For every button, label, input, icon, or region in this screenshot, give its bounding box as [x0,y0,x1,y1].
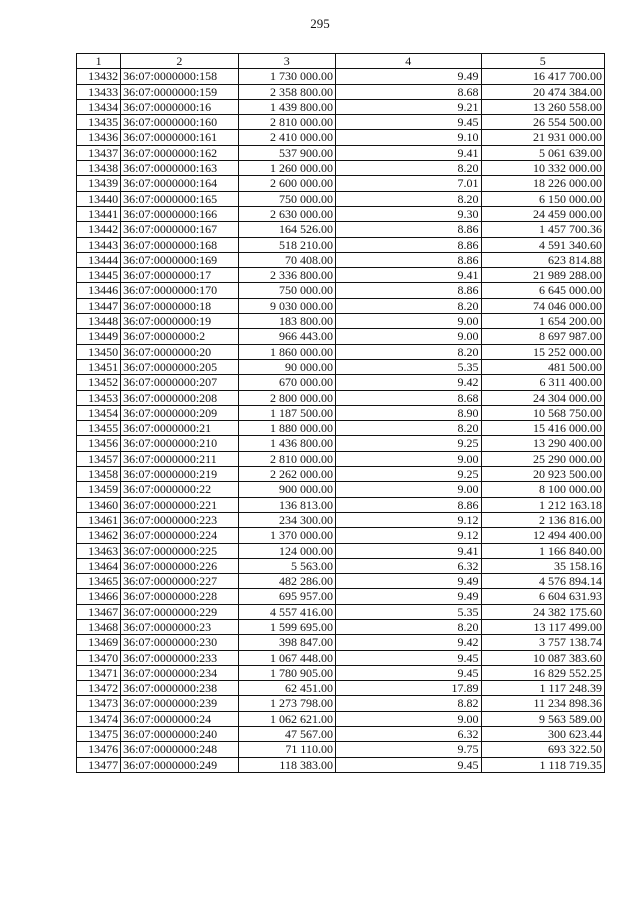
row-number-cell: 13451 [77,359,121,374]
row-number-cell: 13435 [77,115,121,130]
row-number-cell: 13432 [77,69,121,84]
table-row [77,390,605,405]
rate-cell: 9.25 [335,467,481,482]
value-cell: 1 187 500.00 [238,405,335,420]
rate-cell: 8.20 [335,161,481,176]
value-cell: 537 900.00 [238,145,335,160]
rate-cell: 8.90 [335,405,481,420]
value-cell: 183 800.00 [238,314,335,329]
rate-cell: 8.20 [335,619,481,634]
row-number-cell: 13471 [77,665,121,680]
table-row [77,451,605,466]
value-cell: 1 599 695.00 [238,619,335,634]
value-cell: 47 567.00 [238,727,335,742]
table-row [77,237,605,252]
total-cell: 623 814.88 [481,252,605,267]
rate-cell: 9.49 [335,69,481,84]
rate-cell: 9.00 [335,314,481,329]
cadastral-number-cell: 36:07:0000000:234 [121,665,238,680]
table-row [77,482,605,497]
value-cell: 5 563.00 [238,558,335,573]
total-cell: 1 117 248.39 [481,681,605,696]
value-cell: 518 210.00 [238,237,335,252]
total-cell: 8 697 987.00 [481,329,605,344]
total-cell: 13 290 400.00 [481,436,605,451]
cadastral-number-cell: 36:07:0000000:24 [121,711,238,726]
row-number-cell: 13439 [77,176,121,191]
table-row [77,650,605,665]
value-cell: 1 880 000.00 [238,421,335,436]
value-cell: 900 000.00 [238,482,335,497]
rate-cell: 8.20 [335,191,481,206]
value-cell: 2 410 000.00 [238,130,335,145]
table-row [77,344,605,359]
rate-cell: 9.00 [335,482,481,497]
table-row [77,298,605,313]
row-number-cell: 13462 [77,528,121,543]
total-cell: 1 166 840.00 [481,543,605,558]
value-cell: 2 800 000.00 [238,390,335,405]
total-cell: 9 563 589.00 [481,711,605,726]
cadastral-number-cell: 36:07:0000000:20 [121,344,238,359]
value-cell: 750 000.00 [238,191,335,206]
header-row [77,54,605,69]
cadastral-number-cell: 36:07:0000000:168 [121,237,238,252]
row-number-cell: 13455 [77,421,121,436]
cadastral-number-cell: 36:07:0000000:166 [121,206,238,221]
table-row [77,69,605,84]
table-row [77,528,605,543]
rate-cell: 9.42 [335,635,481,650]
value-cell: 1 370 000.00 [238,528,335,543]
total-cell: 24 382 175.60 [481,604,605,619]
total-cell: 1 457 700.36 [481,222,605,237]
cadastral-number-cell: 36:07:0000000:169 [121,252,238,267]
row-number-cell: 13444 [77,252,121,267]
row-number-cell: 13445 [77,268,121,283]
value-cell: 2 358 800.00 [238,84,335,99]
table-row [77,604,605,619]
row-number-cell: 13437 [77,145,121,160]
total-cell: 15 252 000.00 [481,344,605,359]
value-cell: 1 067 448.00 [238,650,335,665]
value-cell: 2 810 000.00 [238,451,335,466]
rate-cell: 9.45 [335,115,481,130]
table-row [77,436,605,451]
total-cell: 8 100 000.00 [481,482,605,497]
cadastral-number-cell: 36:07:0000000:161 [121,130,238,145]
value-cell: 164 526.00 [238,222,335,237]
cadastral-number-cell: 36:07:0000000:170 [121,283,238,298]
total-cell: 11 234 898.36 [481,696,605,711]
column-header-5: 5 [481,54,605,69]
rate-cell: 5.35 [335,359,481,374]
cadastral-number-cell: 36:07:0000000:238 [121,681,238,696]
cadastral-number-cell: 36:07:0000000:239 [121,696,238,711]
total-cell: 4 591 340.60 [481,237,605,252]
page-number: 295 [310,16,330,31]
total-cell: 6 311 400.00 [481,375,605,390]
rate-cell: 8.86 [335,497,481,512]
cadastral-number-cell: 36:07:0000000:230 [121,635,238,650]
total-cell: 13 260 558.00 [481,99,605,114]
row-number-cell: 13467 [77,604,121,619]
table-row [77,619,605,634]
table-row [77,84,605,99]
table-row [77,359,605,374]
cadastral-number-cell: 36:07:0000000:223 [121,512,238,527]
row-number-cell: 13460 [77,497,121,512]
row-number-cell: 13434 [77,99,121,114]
row-number-cell: 13465 [77,574,121,589]
total-cell: 16 417 700.00 [481,69,605,84]
rate-cell: 9.10 [335,130,481,145]
rate-cell: 9.12 [335,512,481,527]
rate-cell: 8.86 [335,252,481,267]
table-row [77,543,605,558]
cadastral-number-cell: 36:07:0000000:167 [121,222,238,237]
table-row [77,99,605,114]
total-cell: 18 226 000.00 [481,176,605,191]
column-header-2: 2 [121,54,238,69]
total-cell: 2 136 816.00 [481,512,605,527]
row-number-cell: 13448 [77,314,121,329]
rate-cell: 8.20 [335,344,481,359]
cadastral-number-cell: 36:07:0000000:211 [121,451,238,466]
row-number-cell: 13464 [77,558,121,573]
total-cell: 10 332 000.00 [481,161,605,176]
cadastral-number-cell: 36:07:0000000:219 [121,467,238,482]
table-row [77,115,605,130]
row-number-cell: 13452 [77,375,121,390]
total-cell: 13 117 499.00 [481,619,605,634]
rate-cell: 9.45 [335,665,481,680]
cadastral-number-cell: 36:07:0000000:2 [121,329,238,344]
table-row [77,191,605,206]
table-row [77,252,605,267]
cadastral-number-cell: 36:07:0000000:208 [121,390,238,405]
total-cell: 1 118 719.35 [481,757,605,772]
rate-cell: 9.75 [335,742,481,757]
total-cell: 74 046 000.00 [481,298,605,313]
row-number-cell: 13473 [77,696,121,711]
rate-cell: 9.41 [335,145,481,160]
table-row [77,130,605,145]
value-cell: 2 630 000.00 [238,206,335,221]
rate-cell: 9.45 [335,757,481,772]
cadastral-number-cell: 36:07:0000000:205 [121,359,238,374]
table-row [77,742,605,757]
value-cell: 4 557 416.00 [238,604,335,619]
table-row [77,696,605,711]
row-number-cell: 13447 [77,298,121,313]
row-number-cell: 13446 [77,283,121,298]
cadastral-number-cell: 36:07:0000000:207 [121,375,238,390]
total-cell: 481 500.00 [481,359,605,374]
rate-cell: 9.45 [335,650,481,665]
total-cell: 21 989 288.00 [481,268,605,283]
value-cell: 670 000.00 [238,375,335,390]
cadastral-number-cell: 36:07:0000000:158 [121,69,238,84]
row-number-cell: 13450 [77,344,121,359]
rate-cell: 8.20 [335,421,481,436]
value-cell: 2 262 000.00 [238,467,335,482]
cadastral-number-cell: 36:07:0000000:225 [121,543,238,558]
table-row [77,665,605,680]
cadastral-number-cell: 36:07:0000000:159 [121,84,238,99]
table-row [77,574,605,589]
value-cell: 2 600 000.00 [238,176,335,191]
cadastral-number-cell: 36:07:0000000:221 [121,497,238,512]
rate-cell: 6.32 [335,727,481,742]
value-cell: 1 860 000.00 [238,344,335,359]
value-cell: 9 030 000.00 [238,298,335,313]
cadastral-number-cell: 36:07:0000000:229 [121,604,238,619]
table-row [77,283,605,298]
rate-cell: 8.86 [335,222,481,237]
table-row [77,421,605,436]
rate-cell: 8.68 [335,390,481,405]
column-header-1: 1 [77,54,121,69]
total-cell: 12 494 400.00 [481,528,605,543]
value-cell: 2 336 800.00 [238,268,335,283]
value-cell: 695 957.00 [238,589,335,604]
cadastral-number-cell: 36:07:0000000:227 [121,574,238,589]
rate-cell: 9.00 [335,711,481,726]
row-number-cell: 13466 [77,589,121,604]
row-number-cell: 13468 [77,619,121,634]
rate-cell: 8.20 [335,298,481,313]
row-number-cell: 13438 [77,161,121,176]
table-row [77,635,605,650]
column-header-4: 4 [335,54,481,69]
row-number-cell: 13469 [77,635,121,650]
value-cell: 71 110.00 [238,742,335,757]
table-row [77,589,605,604]
value-cell: 136 813.00 [238,497,335,512]
row-number-cell: 13457 [77,451,121,466]
value-cell: 398 847.00 [238,635,335,650]
total-cell: 20 923 500.00 [481,467,605,482]
cadastral-number-cell: 36:07:0000000:19 [121,314,238,329]
rate-cell: 17.89 [335,681,481,696]
table-row [77,145,605,160]
total-cell: 6 604 631.93 [481,589,605,604]
cadastral-number-cell: 36:07:0000000:224 [121,528,238,543]
cadastral-number-cell: 36:07:0000000:210 [121,436,238,451]
row-number-cell: 13443 [77,237,121,252]
row-number-cell: 13476 [77,742,121,757]
data-table [76,53,605,773]
table-row [77,268,605,283]
rate-cell: 9.30 [335,206,481,221]
total-cell: 10 087 383.60 [481,650,605,665]
cadastral-number-cell: 36:07:0000000:22 [121,482,238,497]
table-row [77,176,605,191]
total-cell: 5 061 639.00 [481,145,605,160]
value-cell: 750 000.00 [238,283,335,298]
table-row [77,161,605,176]
total-cell: 10 568 750.00 [481,405,605,420]
total-cell: 3 757 138.74 [481,635,605,650]
total-cell: 24 459 000.00 [481,206,605,221]
total-cell: 1 212 163.18 [481,497,605,512]
rate-cell: 9.25 [335,436,481,451]
total-cell: 300 623.44 [481,727,605,742]
table-row [77,727,605,742]
rate-cell: 9.41 [335,543,481,558]
rate-cell: 9.00 [335,329,481,344]
cadastral-number-cell: 36:07:0000000:17 [121,268,238,283]
value-cell: 1 780 905.00 [238,665,335,680]
value-cell: 1 439 800.00 [238,99,335,114]
cadastral-number-cell: 36:07:0000000:226 [121,558,238,573]
rate-cell: 6.32 [335,558,481,573]
row-number-cell: 13442 [77,222,121,237]
row-number-cell: 13477 [77,757,121,772]
total-cell: 24 304 000.00 [481,390,605,405]
value-cell: 90 000.00 [238,359,335,374]
total-cell: 693 322.50 [481,742,605,757]
total-cell: 15 416 000.00 [481,421,605,436]
cadastral-number-cell: 36:07:0000000:240 [121,727,238,742]
rate-cell: 8.86 [335,283,481,298]
table-row [77,222,605,237]
table-row [77,329,605,344]
rate-cell: 9.12 [335,528,481,543]
total-cell: 1 654 200.00 [481,314,605,329]
total-cell: 26 554 500.00 [481,115,605,130]
row-number-cell: 13441 [77,206,121,221]
rate-cell: 7.01 [335,176,481,191]
total-cell: 20 474 384.00 [481,84,605,99]
table-row [77,757,605,772]
value-cell: 1 260 000.00 [238,161,335,176]
row-number-cell: 13433 [77,84,121,99]
value-cell: 482 286.00 [238,574,335,589]
cadastral-number-cell: 36:07:0000000:163 [121,161,238,176]
total-cell: 6 645 000.00 [481,283,605,298]
row-number-cell: 13436 [77,130,121,145]
cadastral-number-cell: 36:07:0000000:21 [121,421,238,436]
table-row [77,558,605,573]
total-cell: 21 931 000.00 [481,130,605,145]
value-cell: 966 443.00 [238,329,335,344]
value-cell: 1 730 000.00 [238,69,335,84]
row-number-cell: 13475 [77,727,121,742]
row-number-cell: 13454 [77,405,121,420]
row-number-cell: 13470 [77,650,121,665]
table-row [77,206,605,221]
table-row [77,681,605,696]
cadastral-number-cell: 36:07:0000000:16 [121,99,238,114]
table-row [77,375,605,390]
row-number-cell: 13474 [77,711,121,726]
cadastral-number-cell: 36:07:0000000:162 [121,145,238,160]
row-number-cell: 13449 [77,329,121,344]
cadastral-number-cell: 36:07:0000000:165 [121,191,238,206]
value-cell: 1 436 800.00 [238,436,335,451]
row-number-cell: 13459 [77,482,121,497]
column-header-3: 3 [238,54,335,69]
cadastral-number-cell: 36:07:0000000:248 [121,742,238,757]
table-row [77,497,605,512]
row-number-cell: 13453 [77,390,121,405]
value-cell: 234 300.00 [238,512,335,527]
total-cell: 4 576 894.14 [481,574,605,589]
value-cell: 70 408.00 [238,252,335,267]
total-cell: 16 829 552.25 [481,665,605,680]
cadastral-number-cell: 36:07:0000000:228 [121,589,238,604]
rate-cell: 8.82 [335,696,481,711]
rate-cell: 9.49 [335,589,481,604]
total-cell: 6 150 000.00 [481,191,605,206]
table-row [77,711,605,726]
table-row [77,405,605,420]
cadastral-number-cell: 36:07:0000000:160 [121,115,238,130]
rate-cell: 8.68 [335,84,481,99]
cadastral-number-cell: 36:07:0000000:233 [121,650,238,665]
value-cell: 124 000.00 [238,543,335,558]
cadastral-number-cell: 36:07:0000000:209 [121,405,238,420]
table-body [77,69,605,773]
rate-cell: 9.49 [335,574,481,589]
rate-cell: 9.42 [335,375,481,390]
rate-cell: 9.21 [335,99,481,114]
value-cell: 1 273 798.00 [238,696,335,711]
value-cell: 2 810 000.00 [238,115,335,130]
row-number-cell: 13461 [77,512,121,527]
row-number-cell: 13463 [77,543,121,558]
cadastral-number-cell: 36:07:0000000:164 [121,176,238,191]
cadastral-number-cell: 36:07:0000000:249 [121,757,238,772]
value-cell: 118 383.00 [238,757,335,772]
total-cell: 35 158.16 [481,558,605,573]
table-row [77,314,605,329]
rate-cell: 9.41 [335,268,481,283]
value-cell: 1 062 621.00 [238,711,335,726]
total-cell: 25 290 000.00 [481,451,605,466]
rate-cell: 9.00 [335,451,481,466]
row-number-cell: 13456 [77,436,121,451]
cadastral-number-cell: 36:07:0000000:23 [121,619,238,634]
row-number-cell: 13472 [77,681,121,696]
row-number-cell: 13458 [77,467,121,482]
value-cell: 62 451.00 [238,681,335,696]
row-number-cell: 13440 [77,191,121,206]
cadastral-number-cell: 36:07:0000000:18 [121,298,238,313]
rate-cell: 5.35 [335,604,481,619]
rate-cell: 8.86 [335,237,481,252]
table-row [77,512,605,527]
table-row [77,467,605,482]
